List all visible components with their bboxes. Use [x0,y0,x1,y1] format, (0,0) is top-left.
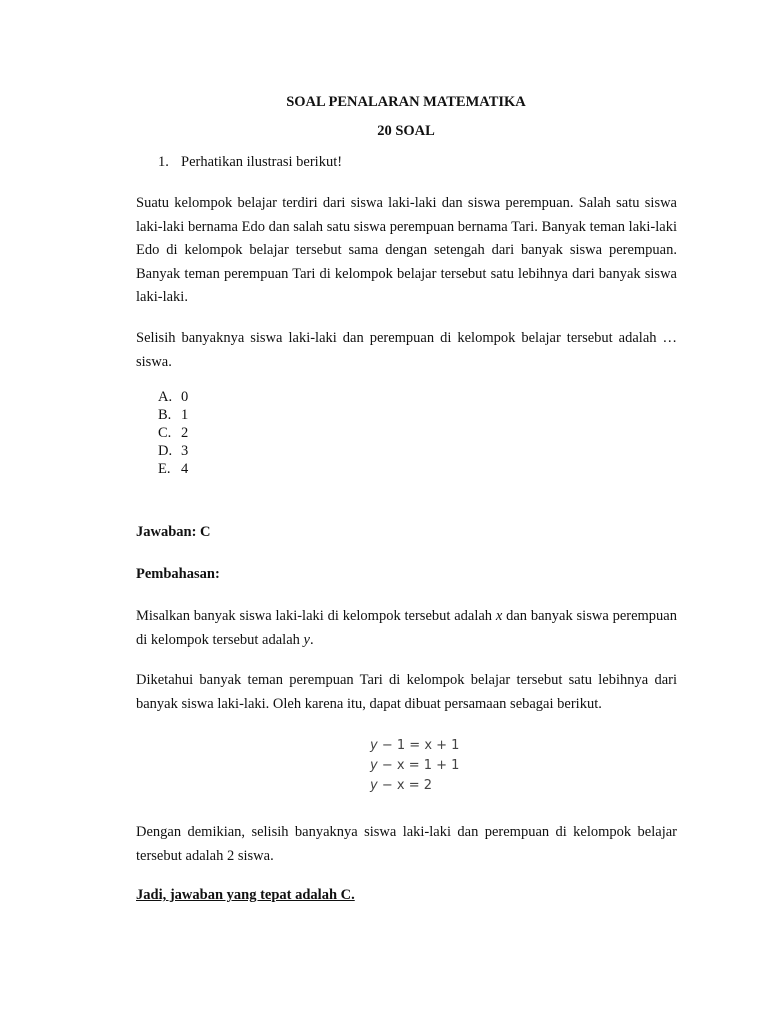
variable-y: y [303,631,310,648]
question-prompt: Selisih banyaknya siswa laki-laki dan perempuan di kelompok belajar tersebut adalah … siswa. [136,330,677,370]
option-letter: A. [158,389,173,405]
option-value: 2 [181,425,189,441]
question-story: Suatu kelompok belajar terdiri dari siswa laki-laki dan siswa perempuan. Salah satu siswa laki-laki bernama Edo dan salah satu siswa perempuan bernama Tari. Banyak teman laki-laki Edo di kelompok belajar tersebut sama dengan setengah dari banyak siswa perempuan. Banyak teman perempuan Tari di kelompok belajar tersebut satu lebihnya dari banyak siswa laki-laki. [136,195,677,305]
option-letter: C. [158,425,172,441]
option-d [158,442,188,460]
equation-line-2 [370,756,459,776]
discussion-paragraph-1 [136,605,677,652]
equation-variable: y [370,758,378,773]
option-e [158,460,188,478]
equation-rhs: x + 1 [424,738,460,753]
document-title: SOAL PENALARAN MATEMATIKA [286,94,526,110]
text-segment: Misalkan banyak siswa laki-laki di kelompok tersebut adalah [136,608,496,624]
text-segment: dan banyak siswa perempuan di kelompok tersebut adalah [136,608,677,648]
equation-equals: = [409,738,421,753]
equation-term: − x [381,758,405,773]
question-instruction-text: Perhatikan ilustrasi berikut! [181,154,343,170]
discussion-paragraph-3: Dengan demikian, selisih banyaknya siswa laki-laki dan perempuan di kelompok belajar tersebut adalah 2 siswa. [136,824,677,864]
option-c [158,424,188,442]
equation-equals: = [408,758,420,773]
option-value: 1 [181,407,189,423]
equation-variable: y [370,738,378,753]
text-segment: . [309,631,314,648]
option-a [158,388,188,406]
option-letter: E. [158,461,171,477]
option-value: 4 [181,461,189,477]
equation-term: − 1 [381,738,406,753]
discussion-paragraph-2: Diketahui banyak teman perempuan Tari di kelompok belajar tersebut satu lebihnya dari banyak siswa laki-laki. Oleh karena itu, dapat dibuat persamaan sebagai berikut. [136,672,677,712]
equation-line-3 [370,776,432,796]
conclusion: Jadi, jawaban yang tepat adalah C. [136,887,355,903]
answer-label: Jawaban: C [136,524,211,540]
equation-rhs: 2 [423,778,433,793]
option-letter: B. [158,407,172,423]
option-letter: D. [158,443,173,459]
equation-equals: = [408,778,420,793]
equation-term: − x [381,778,405,793]
option-b [158,406,188,424]
question-number: 1. [158,154,169,170]
document-subtitle: 20 SOAL [377,123,435,139]
variable-x: x [495,608,503,624]
discussion-heading: Pembahasan: [136,566,220,582]
question-instruction [158,154,342,171]
option-value: 3 [181,443,189,459]
equation-line-1 [370,736,459,756]
equation-rhs: 1 + 1 [423,758,460,773]
option-value: 0 [181,389,189,405]
equation-variable: y [370,778,378,793]
